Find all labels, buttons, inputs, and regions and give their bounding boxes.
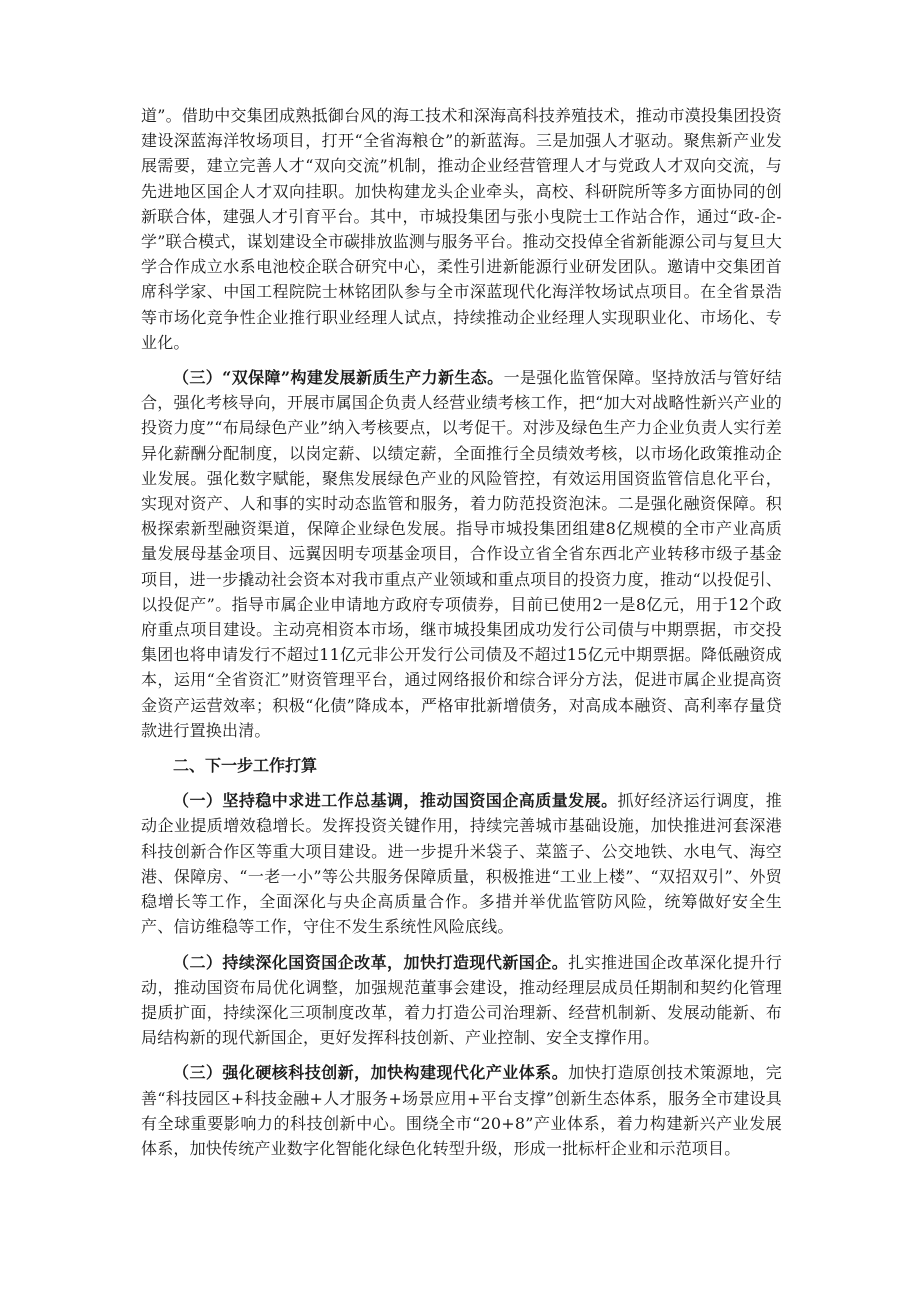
paragraph-lead: （三）强化硬核科技创新，加快构建现代化产业体系。 (173, 1063, 569, 1083)
paragraph-text: 扎实推进国企改革深化提升行动，推动国资布局优化调整，加强规范董事会建设，推动经理层成员任期制和契约化管理提质扩面，持续深化三项制度改革，着力打造公司治理新、经营机制新、发展动能新、布局结构新的现代新国企，更好发挥科技创新、产业控制、安全支撑作用。 (141, 952, 782, 1048)
section-heading-next-steps: 二、下一步工作打算 (173, 756, 318, 776)
paragraph-tech-innovation (141, 1060, 782, 1161)
paragraph-text: 一是强化监管保障。坚持放活与管好结合，强化考核导向，开展市属国企负责人经营业绩考核工作，把“加大对战略性新兴产业的投资力度”“布局绿色产业”纳入考核要点，以考促干。对涉及绿色生产力企业负责人实行差异化薪酬分配制度，以岗定薪、以绩定薪，全面推行全员绩效考核，以市场化政策推动企业发展。强化数字赋能，聚焦发展绿色产业的风险管控，有效运用国资监管信息化平台，实现对资产、人和事的实时动态监管和服务，着力防范投资泡沫。二是强化融资保障。积极探索新型融资渠道，保障企业绿色发展。指导市城投集团组建8亿规模的全市产业高质量发展母基金项目、远翼因明专项基金项目，合作设立省全省东西北产业转移市级子基金项目，进一步撬动社会资本对我市重点产业领域和重点项目的投资力度，推动“以投促引、以投促产”。指导市属企业申请地方政府专项债券，目前已使用2一是8亿元，用于12个政府重点项目建设。主动亮相资本市场，继市城投集团成功发行公司债与中期票据，市交投集团也将申请发行不超过11亿元非公开发行公司债及不超过15亿元中期票据。降低融资成本，运用“全省资汇”财资管理平台，通过网络报价和综合评分方法，促进市属企业提高资金资产运营效率；积极“化债”降成本，严格审批新增债务，对高成本融资、高利率存量贷款进行置换出清。 (141, 368, 782, 740)
paragraph-text: 道”。借助中交集团成熟抵御台风的海工技术和深海高科技养殖技术，推动市漠投集团投资建设深蓝海洋牧场项目，打开“全省海粮仓”的新蓝海。三是加强人才驱动。聚焦新产业发展需要，建立完善人才“双向交流”机制，推动企业经营管理人才与党政人才双向交流，与先进地区国企人才双向挂职。加快构建龙头企业牵头，高校、科研院所等多方面协同的创新联合体，建强人才引育平台。其中，市城投集团与张小曳院士工作站合作，通过“政-企-学”联合模式，谋划建设全市碳排放监测与服务平台。推动交投倬全省新能源公司与复旦大学合作成立水系电池校企联合研究中心，柔性引进新能源行业研发团队。邀请中交集团首席科学家、中国工程院院士林铭团队参与全市深蓝现代化海洋牧场试点项目。在全省景浩等市场化竞争性企业推行职业经理人试点，持续推动企业经理人实现职业化、市场化、专业化。 (141, 106, 782, 352)
paragraph-steady-progress (141, 788, 782, 939)
paragraph-talent-drive (141, 103, 782, 355)
paragraph-soe-reform (141, 950, 782, 1051)
paragraph-text: 抓好经济运行调度，推动企业提质增效稳增长。发挥投资关键作用，持续完善城市基础设施，加快推进河套深港科技创新合作区等重大项目建设。进一步提升米袋子、菜篮子、公交地铁、水电气、海空港、保障房、“一老一小”等公共服务保障质量，积极推进“工业上楼”、“双招双引”、外贸稳增长等工作，全面深化与央企高质量合作。多措并举优监管防风险，统筹做好安全生产、信访维稳等工作，守住不发生系统性风险底线。 (141, 791, 782, 937)
paragraph-lead: （二）持续深化国资国企改革，加快打造现代新国企。 (173, 952, 569, 972)
paragraph-dual-guarantee (141, 365, 782, 743)
paragraph-lead: （三）“双保障”构建发展新质生产力新生态。 (173, 368, 504, 388)
paragraph-lead: （一）坚持稳中求进工作总基调，推动国资国企高质量发展。 (173, 791, 618, 811)
paragraph-text: 加快打造原创技术策源地，完善“科技园区+科技金融+人才服务+场景应用+平台支撑”创新生态体系，服务全市建设具有全球重要影响力的科技创新中心。围绕全市“20+8”产业体系，着力构建新兴产业发展体系，加快传统产业数字化智能化绿色化转型升级，形成一批标杆企业和示范项目。 (141, 1063, 782, 1158)
